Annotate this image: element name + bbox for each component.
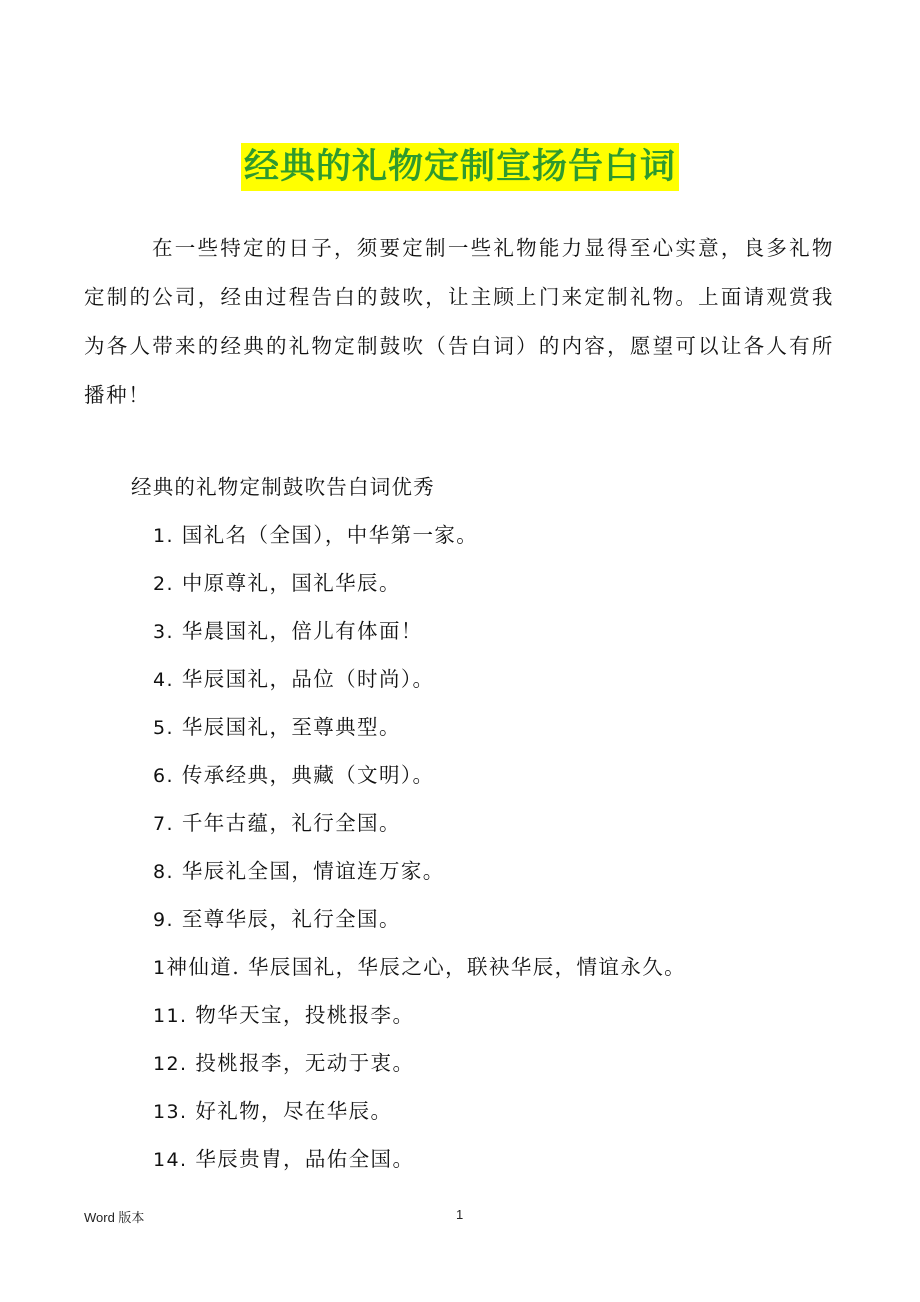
- list-item-number: 3.: [153, 621, 174, 643]
- list-item-number: 9.: [153, 909, 174, 931]
- list-item-number: 7.: [153, 813, 174, 835]
- list-item: [153, 854, 686, 902]
- list-item-text: 中原尊礼，国礼华辰。: [181, 571, 401, 595]
- page-number: 1: [456, 1207, 464, 1222]
- list-item: [153, 806, 686, 854]
- title-container: [0, 143, 920, 191]
- list-item-number: 6.: [153, 765, 174, 787]
- list-item-number: 14.: [153, 1149, 188, 1171]
- list-item-text: 华辰国礼，至尊典型。: [181, 715, 401, 739]
- list-item: [153, 758, 686, 806]
- list-item-number: 4.: [153, 669, 174, 691]
- list-item: [153, 950, 686, 998]
- list-item-text: 物华天宝，投桃报李。: [195, 1003, 415, 1027]
- list-item-text: 国礼名（全国），中华第一家。: [181, 523, 479, 547]
- list-item-text: 传承经典，典藏（文明）。: [181, 763, 435, 787]
- list-item: [153, 566, 686, 614]
- list-item-text: 至尊华辰，礼行全国。: [181, 907, 401, 931]
- list-item-number: 5.: [153, 717, 174, 739]
- list-item: [153, 614, 686, 662]
- list-item: [153, 518, 686, 566]
- list-item-text: 好礼物，尽在华辰。: [195, 1099, 393, 1123]
- intro-paragraph: 在一些特定的日子，须要定制一些礼物能力显得至心实意，良多礼物定制的公司，经由过程告白的鼓吹，让主顾上门来定制礼物。上面请观赏我为各人带来的经典的礼物定制鼓吹（告白词）的内容，愿望可以让各人有所播种！: [84, 236, 834, 407]
- list-item-number: 13.: [153, 1101, 188, 1123]
- list-item: [153, 1046, 686, 1094]
- list-item-number: 1: [153, 957, 167, 979]
- slogan-list: [153, 518, 686, 1190]
- footer-label: Word 版本: [84, 1210, 145, 1225]
- list-item: [153, 902, 686, 950]
- list-item-number: 12.: [153, 1053, 188, 1075]
- list-item-number: 11.: [153, 1005, 188, 1027]
- list-item-text: 千年古蕴，礼行全国。: [181, 811, 401, 835]
- list-item-number: 8.: [153, 861, 174, 883]
- list-item-text: 神仙道. 华辰国礼，华辰之心，联袂华辰，情谊永久。: [166, 955, 687, 979]
- section-heading: 经典的礼物定制鼓吹告白词优秀: [131, 475, 435, 499]
- list-item-text: 华辰贵胄，品佑全国。: [195, 1147, 415, 1171]
- list-item: [153, 710, 686, 758]
- list-item-text: 华辰礼全国，情谊连万家。: [181, 859, 445, 883]
- list-item-number: 1.: [153, 525, 174, 547]
- list-item-text: 华晨国礼，倍儿有体面！: [181, 619, 423, 643]
- list-item-text: 投桃报李，无动于衷。: [195, 1051, 415, 1075]
- list-item-number: 2.: [153, 573, 174, 595]
- list-item-text: 华辰国礼，品位（时尚）。: [181, 667, 435, 691]
- document-title: 经典的礼物定制宣扬告白词: [241, 143, 679, 191]
- list-item: [153, 998, 686, 1046]
- list-item: [153, 1094, 686, 1142]
- list-item: [153, 662, 686, 710]
- list-item: [153, 1142, 686, 1190]
